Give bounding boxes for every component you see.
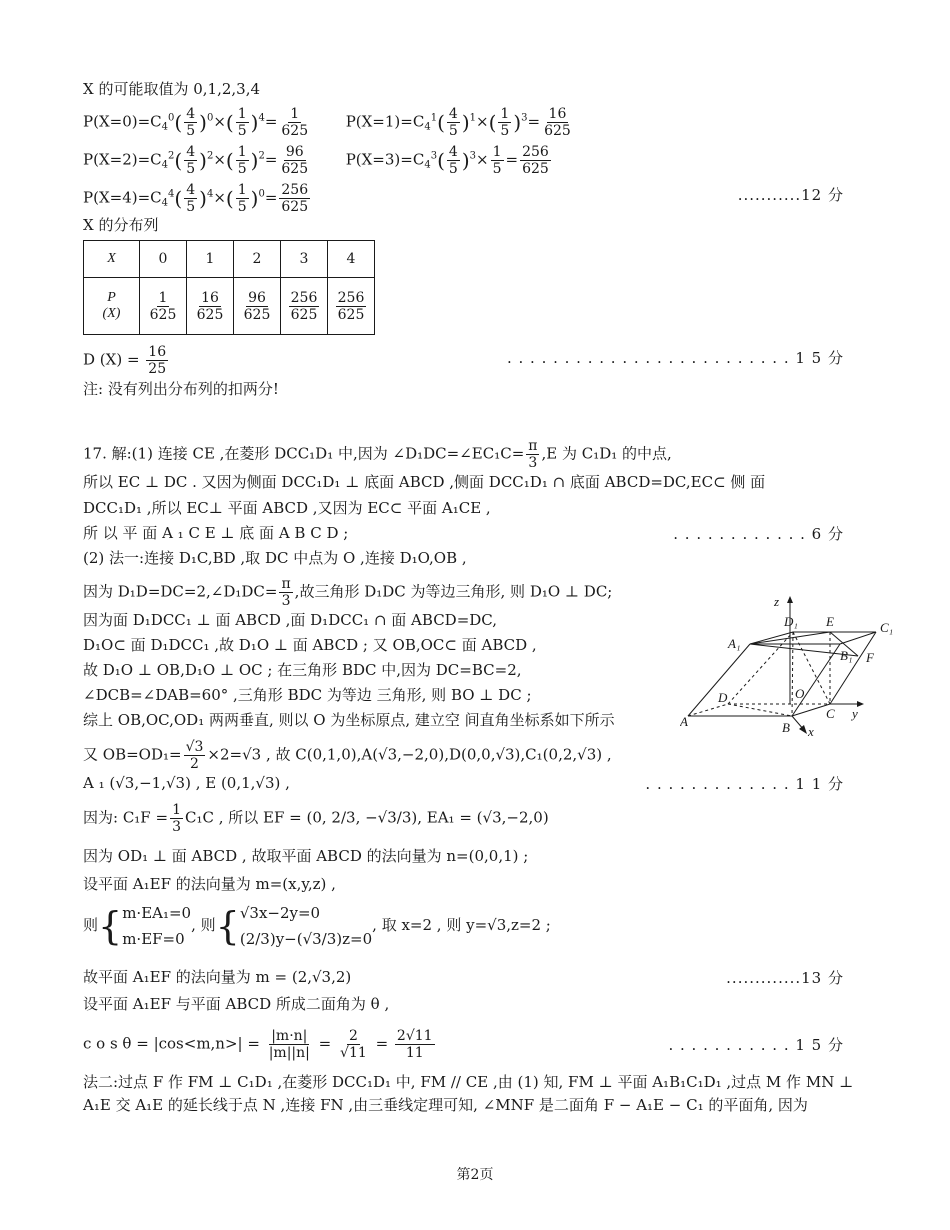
label-y: y [852,706,858,721]
table-cell: 2 [234,241,281,278]
edge-a1-d1 [750,632,793,644]
table-cell: $\frac{16}{625}$ [187,278,234,335]
table-cell: $\frac{256}{625}$ [328,278,375,335]
table-cell: $\frac{256}{625}$ [281,278,328,335]
dist-title: X 的分布列 [83,216,159,234]
q17-line-1: 17. 解:(1) 连接 CE ,在菱形 DCC₁D₁ 中,因为 ∠D₁DC=∠EC₁C= $\frac{\pi}{3}$ ,E 为 C₁D₁ 的中点, [83,438,672,471]
label-c: C [826,706,835,721]
label-f: F [866,650,874,665]
table-header-p: P (X) [84,278,140,335]
axis-y-arrow [857,701,864,707]
q17-line-12: 又 OB=OD₁= $\frac{√3}{2}$ ×2=√3 , 故 C(0,1,0),A(√3,−2,0),D(0,0,√3),C₁(0,2,√3) , [83,739,612,772]
label-d1: D₁ [784,614,798,629]
p2-label: P(X=2)= [83,150,151,169]
label-o: O [795,686,805,701]
label-x: x [808,724,814,739]
p0-label: P(X=0)= [83,112,151,131]
p3-label: P(X=3)= [345,150,413,169]
table-cell: 3 [281,241,328,278]
variance-value: $\frac{16}{25}$ [148,344,167,377]
q17-line-18: 故平面 A₁EF 的法向量为 m = (2,√3,2) [83,968,352,986]
q17-line-10: ∠DCB=∠DAB=60° ,三角形 BDC 为等边 三角形, 则 BO ⊥ DC ; [83,686,532,704]
q17-line-5: (2) 法一:连接 D₁C,BD ,取 DC 中点为 O ,连接 D₁O,OB , [83,549,467,567]
q17-line-9: 故 D₁O ⊥ OB,D₁O ⊥ OC ; 在三角形 BDC 中,因为 DC=BC=2, [83,661,522,679]
label-b1: B₁ [840,648,853,663]
edge-d1-o-b [792,632,793,716]
q17-line-8: D₁O⊂ 面 D₁DCC₁ ,故 D₁O ⊥ 面 ABCD ; 又 OB,OC⊂ 面 ABCD , [83,636,537,654]
q17-line-13: A ₁ (√3,−1,√3) , E (0,1,√3) , [83,774,290,792]
prob-row-1: $P(X=0)=C_4^0$( $\frac{4}{5}$ )$^0$×( $\frac{1}{5}$ )$^4$= $\frac{1}{625}$ $P(X=1)=C_4^1$( $\frac{4}{5}$ )$^1$×( $\frac{1}{5}$ )$^3$= $\frac{16}{625}$ [83,106,571,139]
table-cell: $\frac{96}{625}$ [234,278,281,335]
q17-line-21: A₁E 交 A₁E 的延长线于点 N ,连接 FN ,由三垂线定理可知, ∠MNF 是二面角 F − A₁E − C₁ 的平面角, 因为 [83,1096,808,1114]
axis-x-arrow [799,725,807,734]
page-number: 第2页 [456,1167,494,1183]
edge-d-b [728,704,792,716]
table-cell: 1 [187,241,234,278]
note: 注: 没有列出分布列的扣两分! [83,380,279,398]
prob-row-2: $P(X=2)=C_4^2$( $\frac{4}{5}$ )$^2$×( $\frac{1}{5}$ )$^2$= $\frac{96}{625}$ $P(X=3)=C_4^3$( $\frac{4}{5}$ )$^3$× $\frac{1}{5}$ = $\frac{256}{625}$ [83,144,549,177]
q17-line-4: 所 以 平 面 A ₁ C E ⊥ 底 面 A B C D ; [83,524,349,542]
label-c1: C₁ [880,620,894,635]
edge-a-d [688,704,728,716]
table-cell: $\frac{1}{625}$ [140,278,187,335]
q17-line-3: DCC₁D₁ ,所以 EC⊥ 平面 ABCD ,又因为 EC⊂ 平面 A₁CE , [83,499,491,517]
score-15a: . . . . . . . . . . . . . . . . . . . . . . . . . 1 5 分 [506,349,844,367]
edge-b-c [792,704,830,716]
score-13: .............13 分 [726,969,844,987]
q17-line-14: 因为: C₁F = $\frac{1}{3}$ C₁C , 所以 EF = (0, 2/3, −√3/3), EA₁ = (√3,−2,0) [83,802,549,835]
p0-result: $\frac{1}{625}$ [281,106,309,139]
q17-line-16: 设平面 A₁EF 的法向量为 m=(x,y,z) , [83,875,336,893]
p4-label: P(X=4)= [83,188,151,207]
label-z: z [774,594,780,609]
label-d: D [718,690,728,705]
table-row [84,278,375,335]
geometry-diagram [680,594,905,739]
q17-line-6: 因为 D₁D=DC=2,∠D₁DC= $\frac{\pi}{3}$ ,故三角形 D₁DC 为等边三角形, 则 D₁O ⊥ DC; [83,576,613,609]
edge-a-a1 [688,644,750,716]
q17-line-19: 设平面 A₁EF 与平面 ABCD 所成二面角为 θ , [83,995,390,1013]
p1-result: $\frac{16}{625}$ [544,106,571,139]
score-6: . . . . . . . . . . . . 6 分 [673,525,844,543]
label-a: A [680,714,688,729]
table-header-x: X [84,241,140,278]
edge-c-c1 [830,632,876,704]
q17-line-20: 法二:过点 F 作 FM ⊥ C₁D₁ ,在菱形 DCC₁D₁ 中, FM // CE ,由 (1) 知, FM ⊥ 平面 A₁B₁C₁D₁ ,过点 M 作 MN ⊥ [83,1073,854,1091]
p4-result: $\frac{256}{625}$ [281,182,309,215]
axis-z-arrow [787,596,793,603]
q17-cos-line: c o s θ = |cos<m,n>| = $\frac{|m\cdot n|}{|m||n|}$ = $\frac{2}{√11}$ = $\frac{2√11}{11}$ [83,1028,433,1061]
table-row [84,241,375,278]
label-a1: A₁ [728,636,741,651]
label-e: E [826,614,834,629]
p1-label: P(X=1)= [345,112,413,131]
score-11: . . . . . . . . . . . . . 1 1 分 [645,775,844,793]
edge-b1-c1 [840,632,876,644]
score-15b: . . . . . . . . . . . 1 5 分 [668,1036,844,1054]
q17-line-7: 因为面 D₁DCC₁ ⊥ 面 ABCD ,面 D₁DCC₁ ∩ 面 ABCD=DC, [83,611,498,629]
q17-line-2: 所以 EC ⊥ DC . 又因为侧面 DCC₁D₁ ⊥ 底面 ABCD ,侧面 DCC₁D₁ ∩ 底面 ABCD=DC,EC⊂ 侧 面 [83,473,766,491]
label-b: B [782,720,790,735]
p2-result: $\frac{96}{625}$ [281,144,309,177]
table-cell: 4 [328,241,375,278]
distribution-table [83,240,375,335]
score-12: ...........12 分 [737,186,844,204]
p3-result: $\frac{256}{625}$ [522,144,549,177]
q17-line-11: 综上 OB,OC,OD₁ 两两垂直, 则以 O 为坐标原点, 建立空 间直角坐标系如下所示 [83,711,615,729]
values-line: X 的可能取值为 0,1,2,3,4 [83,80,261,98]
q17-system-line: 则{ m·EA₁=0 m·EF=0 , 则{ √3x−2y=0 (2/3)y−(√3/3)z=0 , 取 x=2 , 则 y=√3,z=2 ; [83,904,551,948]
table-cell: 0 [140,241,187,278]
q17-line-15: 因为 OD₁ ⊥ 面 ABCD , 故取平面 ABCD 的法向量为 n=(0,0,1) ; [83,847,529,865]
prob-row-3: $P(X=4)=C_4^4$( $\frac{4}{5}$ )$^4$×( $\frac{1}{5}$ )$^0$= $\frac{256}{625}$ [83,182,309,215]
variance-line: D (X) = $\frac{16}{25}$ [83,344,167,377]
